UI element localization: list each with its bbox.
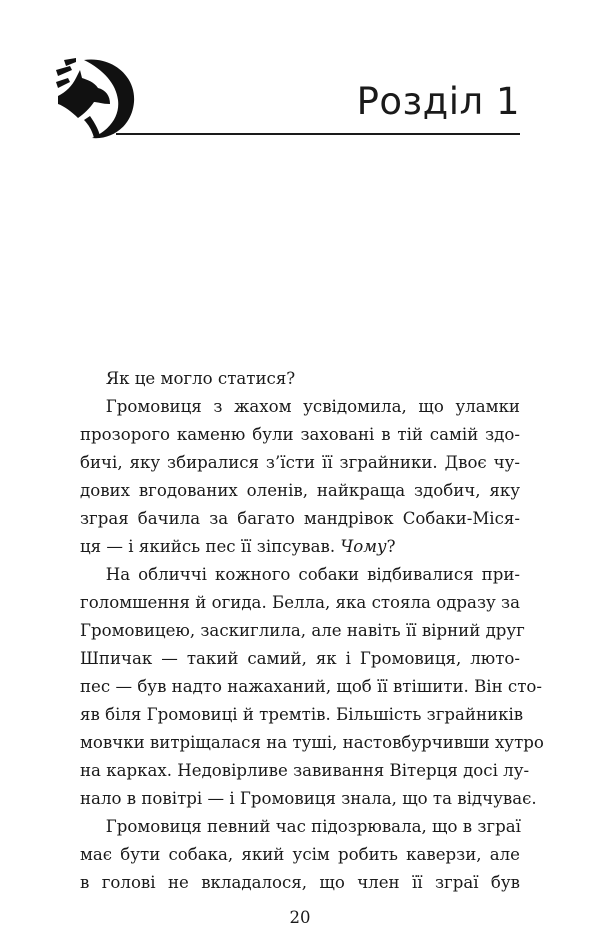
text-line: Громовицею, заскиглила, але навіть її вірний друг — [80, 621, 525, 640]
text-line: На обличчі кожного собаки відбивалися при- — [105, 565, 520, 584]
text-line: мовчки витріщалася на туші, настовбурчивши хутро — [80, 733, 544, 752]
text-line: має бути собака, який усім робить каверзи, але — [80, 845, 520, 864]
text-line: дових вгодованих оленів, найкраща здобич, яку — [80, 481, 520, 500]
text-line: нало в повітрі — і Громовиця знала, що та відчуває. — [80, 789, 537, 808]
text-line-segment: ця — і якийсь пес її зіпсував. — [80, 537, 341, 556]
emphasis-word: Чому — [340, 537, 387, 556]
text-line: бичі, яку збиралися з’їсти її зграйники. Двоє чу- — [80, 453, 520, 472]
chapter-title: Розділ 1 — [356, 80, 520, 123]
text-line: Шпичак — такий самий, як і Громовиця, люто- — [80, 649, 520, 668]
text-line: зграя бачила за багато мандрівок Собаки-Міся- — [80, 509, 520, 528]
text-line — [80, 533, 520, 561]
text-line: яв біля Громовиці й тремтів. Більшість зграйників — [80, 705, 524, 724]
text-line-segment: ? — [386, 537, 396, 556]
text-line: в голові не вкладалося, що член її зграї був — [80, 873, 520, 892]
text-line: голомшення й огида. Белла, яка стояла одразу за — [80, 593, 520, 612]
text-line: прозорого каменю були заховані в тій самій здо- — [80, 425, 520, 444]
page-number: 20 — [289, 908, 311, 927]
header-rule — [116, 133, 520, 135]
wolf-emblem-icon — [54, 56, 136, 140]
text-line: на карках. Недовірливе завивання Вітерця досі лу- — [80, 761, 530, 780]
body-text — [80, 365, 544, 897]
text-line: Як це могло статися? — [105, 369, 296, 388]
text-line: Громовиця з жахом усвідомила, що уламки — [105, 397, 520, 416]
text-line: Громовиця певний час підозрювала, що в зграї — [105, 817, 521, 836]
text-line: пес — був надто нажаханий, щоб її втішити. Він сто- — [80, 677, 542, 696]
